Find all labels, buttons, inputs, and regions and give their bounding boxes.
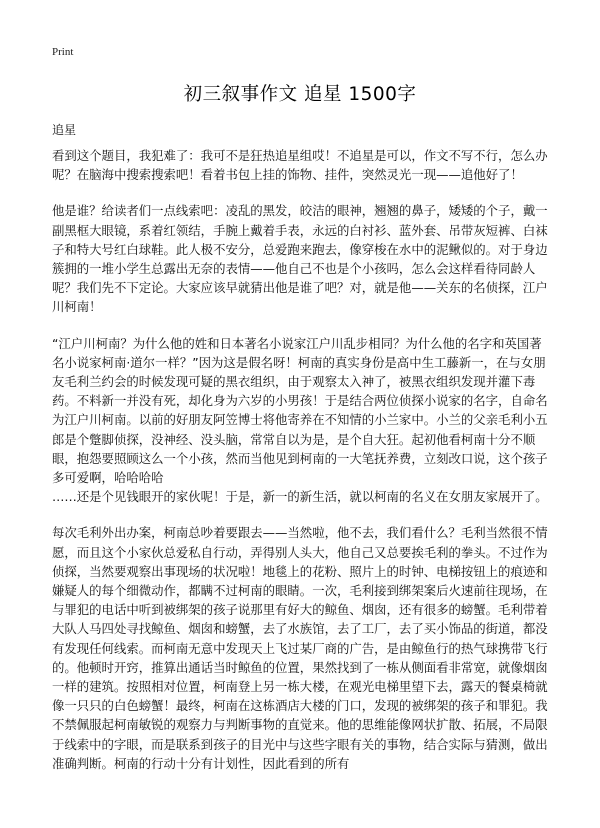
paragraph-4: 每次毛利外出办案，柯南总吵着要跟去——当然啦，他不去，我们看什么？毛利当然很不情愿，而且这个小家伙总爱私自行动，弄得别人头大，他自己又总要挨毛利的拳头。不过作为侦探，当然要观察出事现场的状况啦！地毯上的花粉、照片上的时钟、电梯按钮上的痕迹和嫌疑人的每个细微动作，都瞒不过柯南的眼睛。一次，毛利接到绑架案后火速前往现场，在与罪犯的电话中听到被绑架的孩子说那里有好大的鲸鱼、烟囱，还有很多的螃蟹。毛利带着大队人马四处寻找鲸鱼、烟囱和螃蟹，去了水族馆，去了工厂，去了买小饰品的街道，都没有发现任何线索。而柯南无意中发现天上飞过某厂商的广告，是由鲸鱼行的热气球携带飞行的。他顿时开窍，推算出通话当时鲸鱼的位置，果然找到了一栋从侧面看非常宽，就像烟囱一样的建筑。按照相对位置，柯南登上另一栋大楼，在观光电梯里望下去，露天的餐桌椅就像一只只的白色螃蟹！最终，柯南在这栋酒店大楼的门口，发现的被绑架的孩子和罪犯。我不禁佩服起柯南敏锐的观察力与判断事物的直觉来。他的思维能像网状扩散、拓展，不局限于线索中的字眼，而是联系到孩子的目光中与这些字眼有关的事物，结合实际与猜测，做出准确判断。柯南的行动十分有计划性，因此看到的所有	[52, 525, 548, 771]
page-title: 初三叙事作文 追星 1500字	[183, 84, 417, 105]
paragraph-1: 看到这个题目，我犯难了：我可不是狂热追星组哎！不追星是可以，作文不写不行，怎么办呢？在脑海中搜索搜索吧！看着书包上挂的饰物、挂件，突然灵光一现——追他好了！	[52, 148, 548, 183]
essay-subtitle: 追星	[52, 123, 77, 137]
essay-body	[52, 146, 552, 790]
paragraph-2: 他是谁？给读者们一点线索吧：凌乱的黑发，皎洁的眼神，翘翘的鼻子，矮矮的个子，戴一副黑框大眼镜，系着红领结，手腕上戴着手表，永远的白衬衫、蓝外套、吊带灰短裤、白袜子和特大号红白球鞋。此人极不安分，总爱跑来跑去，像穿梭在水中的泥鳅似的。对于身边簇拥的一堆小学生总露出无奈的表情——他自己不也是个小孩吗，怎么会这样看待同龄人呢？我们先不下定论。大家应该早就猜出他是谁了吧？对，就是他——关东的名侦探，江户川柯南！	[52, 203, 548, 315]
paragraph-3	[52, 334, 552, 507]
print-link[interactable]: Print	[52, 46, 74, 58]
paragraph-3-text: “江户川柯南？为什么他的姓和日本著名小说家江户川乱步相同？为什么他的名字和英国著名小说家柯南·道尔一样？”因为这是假名呀！柯南的真实身份是高中生工藤新一，在与女朋友毛利兰约会的时候发现可疑的黑衣组织，由于观察太入神了，被黑衣组织发现并灌下毒药。不料新一并没有死，却化身为六岁的小男孩！于是结合两位侦探小说家的名字，自命名为江户川柯南。以前的好朋友阿笠博士将他寄养在不知情的小兰家中。小兰的父亲毛利小五郎是个蹩脚侦探，没神经、没头脑，常常自以为是，是个自大狂。起初他看柯南十分不顺眼，抱怨要照顾这么一个小孩，然而当他见到柯南的一大笔抚养费，立刻改口说，这个孩子多可爱啊，哈哈哈哈	[52, 335, 548, 486]
spacer	[52, 506, 552, 523]
paragraph-3-continuation: ……还是个见钱眼开的家伙呢！于是，新一的新生活，就以柯南的名义在女朋友家展开了。	[52, 489, 548, 505]
